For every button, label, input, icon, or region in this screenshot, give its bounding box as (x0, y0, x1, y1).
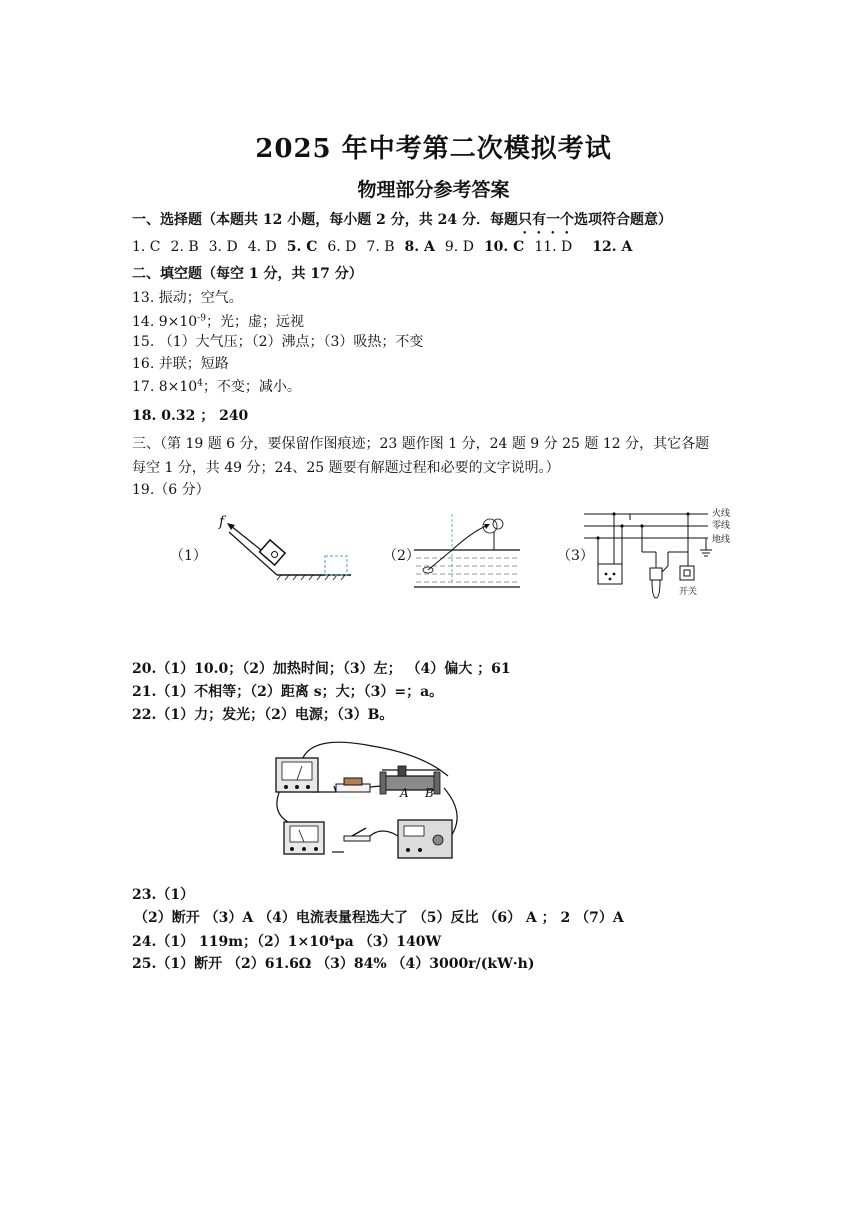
answer-q17: 17. $8\times 10^4$；不变；减小。 (132, 378, 301, 395)
mc-answer-12: 12. A (592, 239, 633, 255)
mc-answer-5: 5. C (286, 239, 318, 255)
mc-answer-2: 2. B (170, 239, 199, 255)
mc-answer-1: 1. C (132, 239, 161, 255)
answer-q23-part2: （2）断开 （3）A （4）电流表量程选大了 （5）反比 （6） A ； 2 （7）A (134, 910, 624, 926)
answer-q14: 14. $9\times 10^{-9}$；光；虚；远视 (132, 313, 304, 330)
mc-answer-8: 8. A (404, 239, 435, 255)
answer-q16: 16. 并联；短路 (132, 356, 229, 372)
page-subtitle: 物理部分参考答案 (357, 179, 510, 201)
mc-answer-7: 7. B (366, 239, 395, 255)
section2-heading: 二、填空题（每空 1 分，共 17 分） (132, 266, 363, 282)
section1-heading: 一、选择题（本题共 12 小题，每小题 2 分，共 24 分．每题只有一个选项符合题意） (132, 212, 672, 228)
answer-q18: 18. 0.32 ； 240 (132, 408, 249, 424)
figure1-label: （1） (170, 548, 207, 564)
mc-answer-9: 9. D (444, 239, 474, 255)
figure2-label: （2） (383, 548, 420, 564)
multiple-choice-answers (132, 239, 642, 255)
answer-q19: 19.（6 分） (132, 482, 210, 498)
ground-line-label: 地线 (712, 535, 731, 545)
friction-force-label: f (219, 514, 225, 530)
mc-answer-4: 4. D (247, 239, 277, 255)
answer-q25: 25.（1）断开 （2）61.6Ω （3）84% （4）3000r/(kW·h) (132, 956, 535, 972)
mc-answer-6: 6. D (327, 239, 357, 255)
fire-line-label: 火线 (712, 509, 731, 519)
emphasis-text: 只有一个 (517, 212, 574, 228)
answer-q24: 24.（1） 119m；（2）1×10⁴pa （3）140W (132, 934, 442, 950)
answer-q15: 15. （1）大气压；（2）沸点；（3）吸热；不变 (132, 334, 424, 350)
circuit-apparatus-diagram (272, 740, 467, 868)
rheostat-terminal-b: B (425, 786, 434, 800)
neutral-line-label: 零线 (712, 521, 731, 531)
rheostat-terminal-a: A (400, 786, 409, 800)
mc-answer-10: 10. C (483, 239, 525, 255)
section3-heading-line1: 三、（第 19 题 6 分，要保留作图痕迹；23 题作图 1 分，24 题 9 分 25 题 12 分，其它各题 (132, 436, 710, 452)
answer-q23-part1: 23.（1） (132, 887, 195, 903)
friction-diagram (215, 512, 365, 582)
page-title: 2025 年中考第二次模拟考试 (255, 134, 612, 164)
answer-q20: 20.（1）10.0；（2）加热时间；（3）左； （4）偏大 ；61 (132, 661, 511, 677)
answer-q22: 22.（1）力；发光；（2）电源；（3）B。 (132, 707, 394, 723)
mc-answer-11: 11. D (534, 239, 573, 255)
mc-answer-3: 3. D (208, 239, 238, 255)
figure3-label: （3） (557, 548, 594, 564)
refraction-diagram (412, 512, 522, 592)
switch-label: 开关 (679, 587, 698, 597)
section3-heading-line2: 每空 1 分，共 49 分；24、25 题要有解题过程和必要的文字说明。） (132, 460, 560, 476)
answer-q13: 13. 振动；空气。 (132, 290, 243, 306)
answer-q21: 21.（1）不相等；（2）距离 s；大；（3）=；a。 (132, 684, 444, 700)
